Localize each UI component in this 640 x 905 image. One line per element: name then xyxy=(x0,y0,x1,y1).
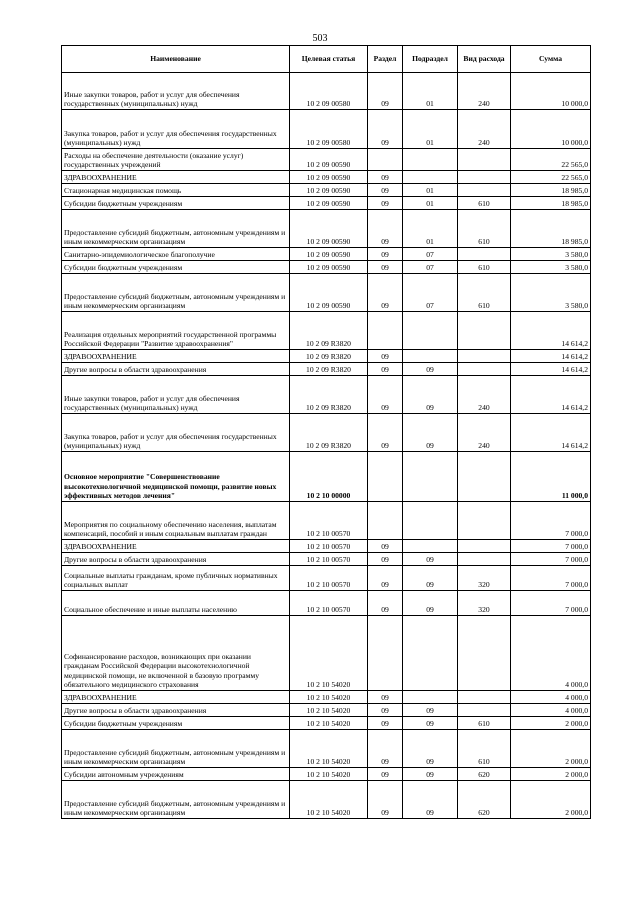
cell-name: ЗДРАВООХРАНЕНИЕ xyxy=(62,350,290,363)
cell-expense-type: 610 xyxy=(458,274,511,312)
cell-section: 09 xyxy=(368,540,403,553)
column-header-subsection: Подраздел xyxy=(403,46,458,73)
cell-name: Основное мероприятие "Совершенствование высокотехнологичной медицинской помощи, развитие новых эффективных методов лечения" xyxy=(62,452,290,502)
cell-code: 10 2 09 00590 xyxy=(290,197,368,210)
cell-expense-type xyxy=(458,171,511,184)
cell-section: 09 xyxy=(368,717,403,730)
cell-expense-type xyxy=(458,553,511,566)
cell-code: 10 2 09 00580 xyxy=(290,110,368,149)
cell-subsection: 09 xyxy=(403,768,458,781)
cell-code: 10 2 10 54020 xyxy=(290,768,368,781)
cell-sum: 4 000,0 xyxy=(511,691,591,704)
cell-name: Мероприятия по социальному обеспечению населения, выплатам компенсаций, пособий и иным социальным выплатам граждан xyxy=(62,502,290,540)
cell-code: 10 2 10 54020 xyxy=(290,730,368,768)
cell-code: 10 2 10 54020 xyxy=(290,704,368,717)
cell-section: 09 xyxy=(368,730,403,768)
cell-sum: 3 580,0 xyxy=(511,248,591,261)
cell-code: 10 2 10 00570 xyxy=(290,502,368,540)
cell-name: ЗДРАВООХРАНЕНИЕ xyxy=(62,540,290,553)
cell-name: Субсидии бюджетным учреждениям xyxy=(62,717,290,730)
cell-name: Субсидии бюджетным учреждениям xyxy=(62,261,290,274)
table-row xyxy=(62,312,591,350)
cell-subsection xyxy=(403,350,458,363)
column-header-section: Раздел xyxy=(368,46,403,73)
cell-sum: 2 000,0 xyxy=(511,768,591,781)
cell-name: Социальное обеспечение и иные выплаты населению xyxy=(62,591,290,616)
table-row xyxy=(62,553,591,566)
cell-code: 10 2 10 54020 xyxy=(290,781,368,819)
cell-code: 10 2 09 00590 xyxy=(290,274,368,312)
cell-expense-type xyxy=(458,363,511,376)
cell-subsection: 01 xyxy=(403,184,458,197)
cell-section: 09 xyxy=(368,210,403,248)
cell-sum: 14 614,2 xyxy=(511,376,591,414)
table-row xyxy=(62,717,591,730)
cell-expense-type: 240 xyxy=(458,110,511,149)
cell-subsection: 09 xyxy=(403,730,458,768)
cell-expense-type: 610 xyxy=(458,210,511,248)
page-number: 503 xyxy=(312,33,328,44)
column-header-sum: Сумма xyxy=(511,46,591,73)
table-row xyxy=(62,149,591,171)
table-row xyxy=(62,274,591,312)
cell-subsection xyxy=(403,312,458,350)
cell-name: Иные закупки товаров, работ и услуг для обеспечения государственных (муниципальных) нужд xyxy=(62,376,290,414)
cell-subsection xyxy=(403,616,458,691)
table-row xyxy=(62,350,591,363)
cell-name: Реализация отдельных мероприятий государственной программы Российской Федерации "Развитие здравоохранения" xyxy=(62,312,290,350)
cell-name: Другие вопросы в области здравоохранения xyxy=(62,553,290,566)
table-row xyxy=(62,376,591,414)
cell-sum: 11 000,0 xyxy=(511,452,591,502)
cell-sum: 2 000,0 xyxy=(511,730,591,768)
cell-name: Закупка товаров, работ и услуг для обеспечения государственных (муниципальных) нужд xyxy=(62,110,290,149)
cell-subsection: 09 xyxy=(403,704,458,717)
table-row xyxy=(62,704,591,717)
cell-subsection: 01 xyxy=(403,110,458,149)
cell-sum: 4 000,0 xyxy=(511,616,591,691)
cell-expense-type: 320 xyxy=(458,591,511,616)
cell-expense-type: 240 xyxy=(458,414,511,452)
table-row xyxy=(62,540,591,553)
cell-subsection: 09 xyxy=(403,376,458,414)
cell-sum: 2 000,0 xyxy=(511,717,591,730)
table-row xyxy=(62,197,591,210)
cell-section: 09 xyxy=(368,691,403,704)
cell-subsection: 09 xyxy=(403,781,458,819)
cell-section: 09 xyxy=(368,768,403,781)
budget-table xyxy=(61,45,591,819)
cell-section: 09 xyxy=(368,248,403,261)
cell-code: 10 2 09 R3820 xyxy=(290,350,368,363)
cell-section: 09 xyxy=(368,184,403,197)
cell-sum: 22 565,0 xyxy=(511,149,591,171)
cell-name: Предоставление субсидий бюджетным, автономным учреждениям и иным некоммерческим организациям xyxy=(62,274,290,312)
cell-code: 10 2 10 00570 xyxy=(290,591,368,616)
cell-expense-type xyxy=(458,540,511,553)
cell-sum: 7 000,0 xyxy=(511,591,591,616)
cell-expense-type xyxy=(458,184,511,197)
cell-sum: 7 000,0 xyxy=(511,566,591,591)
cell-section: 09 xyxy=(368,274,403,312)
table-row xyxy=(62,452,591,502)
cell-code: 10 2 10 00570 xyxy=(290,566,368,591)
cell-section: 09 xyxy=(368,261,403,274)
cell-name: Расходы на обеспечение деятельности (оказание услуг) государственных учреждений xyxy=(62,149,290,171)
cell-code: 10 2 09 00580 xyxy=(290,73,368,110)
table-row xyxy=(62,171,591,184)
cell-code: 10 2 09 00590 xyxy=(290,261,368,274)
table-row xyxy=(62,691,591,704)
cell-expense-type xyxy=(458,704,511,717)
table-row xyxy=(62,110,591,149)
cell-expense-type xyxy=(458,502,511,540)
cell-expense-type xyxy=(458,248,511,261)
column-header-expense-type: Вид расхода xyxy=(458,46,511,73)
cell-section: 09 xyxy=(368,781,403,819)
cell-expense-type: 620 xyxy=(458,768,511,781)
cell-section: 09 xyxy=(368,414,403,452)
cell-section: 09 xyxy=(368,73,403,110)
cell-subsection: 09 xyxy=(403,414,458,452)
table-row xyxy=(62,730,591,768)
cell-section: 09 xyxy=(368,197,403,210)
cell-code: 10 2 10 54020 xyxy=(290,717,368,730)
cell-section xyxy=(368,452,403,502)
cell-subsection xyxy=(403,540,458,553)
cell-name: Социальные выплаты гражданам, кроме публичных нормативных социальных выплат xyxy=(62,566,290,591)
cell-name: Другие вопросы в области здравоохранения xyxy=(62,704,290,717)
cell-code: 10 2 09 R3820 xyxy=(290,414,368,452)
cell-expense-type xyxy=(458,312,511,350)
cell-subsection: 09 xyxy=(403,553,458,566)
table-row xyxy=(62,781,591,819)
cell-name: Другие вопросы в области здравоохранения xyxy=(62,363,290,376)
column-header-code: Целевая статья xyxy=(290,46,368,73)
cell-code: 10 2 10 00000 xyxy=(290,452,368,502)
cell-section xyxy=(368,149,403,171)
cell-name: Санитарно-эпидемиологическое благополучие xyxy=(62,248,290,261)
cell-expense-type: 620 xyxy=(458,781,511,819)
cell-name: Предоставление субсидий бюджетным, автономным учреждениям и иным некоммерческим организациям xyxy=(62,730,290,768)
cell-section: 09 xyxy=(368,566,403,591)
cell-sum: 18 985,0 xyxy=(511,210,591,248)
cell-expense-type: 610 xyxy=(458,730,511,768)
cell-sum: 14 614,2 xyxy=(511,363,591,376)
column-header-name: Наименование xyxy=(62,46,290,73)
cell-code: 10 2 09 00590 xyxy=(290,210,368,248)
cell-sum: 7 000,0 xyxy=(511,540,591,553)
cell-expense-type: 240 xyxy=(458,376,511,414)
table-row xyxy=(62,210,591,248)
cell-subsection: 09 xyxy=(403,717,458,730)
cell-sum: 22 565,0 xyxy=(511,171,591,184)
cell-section: 09 xyxy=(368,591,403,616)
cell-code: 10 2 09 R3820 xyxy=(290,363,368,376)
cell-section: 09 xyxy=(368,110,403,149)
cell-expense-type xyxy=(458,691,511,704)
table-row xyxy=(62,502,591,540)
cell-code: 10 2 09 00590 xyxy=(290,248,368,261)
cell-subsection xyxy=(403,452,458,502)
cell-section: 09 xyxy=(368,363,403,376)
cell-name: ЗДРАВООХРАНЕНИЕ xyxy=(62,691,290,704)
table-row xyxy=(62,616,591,691)
cell-sum: 14 614,2 xyxy=(511,312,591,350)
table-body xyxy=(62,73,591,819)
cell-subsection xyxy=(403,171,458,184)
cell-sum: 3 580,0 xyxy=(511,274,591,312)
cell-sum: 14 614,2 xyxy=(511,350,591,363)
cell-code: 10 2 09 00590 xyxy=(290,184,368,197)
cell-expense-type xyxy=(458,616,511,691)
cell-subsection: 01 xyxy=(403,210,458,248)
cell-expense-type: 240 xyxy=(458,73,511,110)
cell-name: Предоставление субсидий бюджетным, автономным учреждениям и иным некоммерческим организациям xyxy=(62,781,290,819)
cell-section xyxy=(368,312,403,350)
cell-section xyxy=(368,502,403,540)
cell-sum: 10 000,0 xyxy=(511,73,591,110)
table-row xyxy=(62,248,591,261)
cell-name: Стационарная медицинская помощь xyxy=(62,184,290,197)
cell-code: 10 2 09 00590 xyxy=(290,149,368,171)
cell-subsection xyxy=(403,502,458,540)
cell-sum: 7 000,0 xyxy=(511,502,591,540)
cell-sum: 18 985,0 xyxy=(511,184,591,197)
cell-expense-type xyxy=(458,350,511,363)
cell-section: 09 xyxy=(368,350,403,363)
cell-expense-type: 320 xyxy=(458,566,511,591)
cell-name: Субсидии автономным учреждениям xyxy=(62,768,290,781)
cell-section: 09 xyxy=(368,376,403,414)
table-row xyxy=(62,414,591,452)
table-row xyxy=(62,768,591,781)
cell-code: 10 2 10 54020 xyxy=(290,691,368,704)
cell-expense-type xyxy=(458,452,511,502)
table-row xyxy=(62,566,591,591)
cell-name: ЗДРАВООХРАНЕНИЕ xyxy=(62,171,290,184)
cell-section: 09 xyxy=(368,553,403,566)
table-row xyxy=(62,363,591,376)
cell-sum: 18 985,0 xyxy=(511,197,591,210)
cell-subsection: 09 xyxy=(403,591,458,616)
cell-code: 10 2 09 00590 xyxy=(290,171,368,184)
cell-code: 10 2 10 00570 xyxy=(290,553,368,566)
cell-subsection xyxy=(403,149,458,171)
cell-code: 10 2 10 00570 xyxy=(290,540,368,553)
table-row xyxy=(62,73,591,110)
table-header-row xyxy=(62,46,591,73)
table-row xyxy=(62,261,591,274)
cell-sum: 10 000,0 xyxy=(511,110,591,149)
cell-code: 10 2 09 R3820 xyxy=(290,376,368,414)
cell-subsection: 07 xyxy=(403,261,458,274)
cell-section xyxy=(368,616,403,691)
cell-name: Закупка товаров, работ и услуг для обеспечения государственных (муниципальных) нужд xyxy=(62,414,290,452)
cell-expense-type: 610 xyxy=(458,717,511,730)
cell-name: Софинансирование расходов, возникающих при оказании гражданам Российской Федерации высокотехнологичной медицинской помощи, не включенной в базовую программу обязательного медицинского страхования xyxy=(62,616,290,691)
cell-subsection: 07 xyxy=(403,274,458,312)
cell-expense-type: 610 xyxy=(458,197,511,210)
cell-code: 10 2 10 54020 xyxy=(290,616,368,691)
cell-sum: 14 614,2 xyxy=(511,414,591,452)
cell-name: Субсидии бюджетным учреждениям xyxy=(62,197,290,210)
cell-sum: 4 000,0 xyxy=(511,704,591,717)
cell-subsection: 01 xyxy=(403,73,458,110)
cell-subsection: 01 xyxy=(403,197,458,210)
cell-subsection: 07 xyxy=(403,248,458,261)
cell-subsection: 09 xyxy=(403,363,458,376)
table-row xyxy=(62,591,591,616)
cell-name: Иные закупки товаров, работ и услуг для обеспечения государственных (муниципальных) нужд xyxy=(62,73,290,110)
cell-sum: 3 580,0 xyxy=(511,261,591,274)
cell-subsection: 09 xyxy=(403,566,458,591)
cell-subsection xyxy=(403,691,458,704)
cell-code: 10 2 09 R3820 xyxy=(290,312,368,350)
cell-sum: 2 000,0 xyxy=(511,781,591,819)
cell-sum: 7 000,0 xyxy=(511,553,591,566)
cell-section: 09 xyxy=(368,171,403,184)
table-row xyxy=(62,184,591,197)
cell-expense-type: 610 xyxy=(458,261,511,274)
cell-expense-type xyxy=(458,149,511,171)
cell-section: 09 xyxy=(368,704,403,717)
cell-name: Предоставление субсидий бюджетным, автономным учреждениям и иным некоммерческим организациям xyxy=(62,210,290,248)
